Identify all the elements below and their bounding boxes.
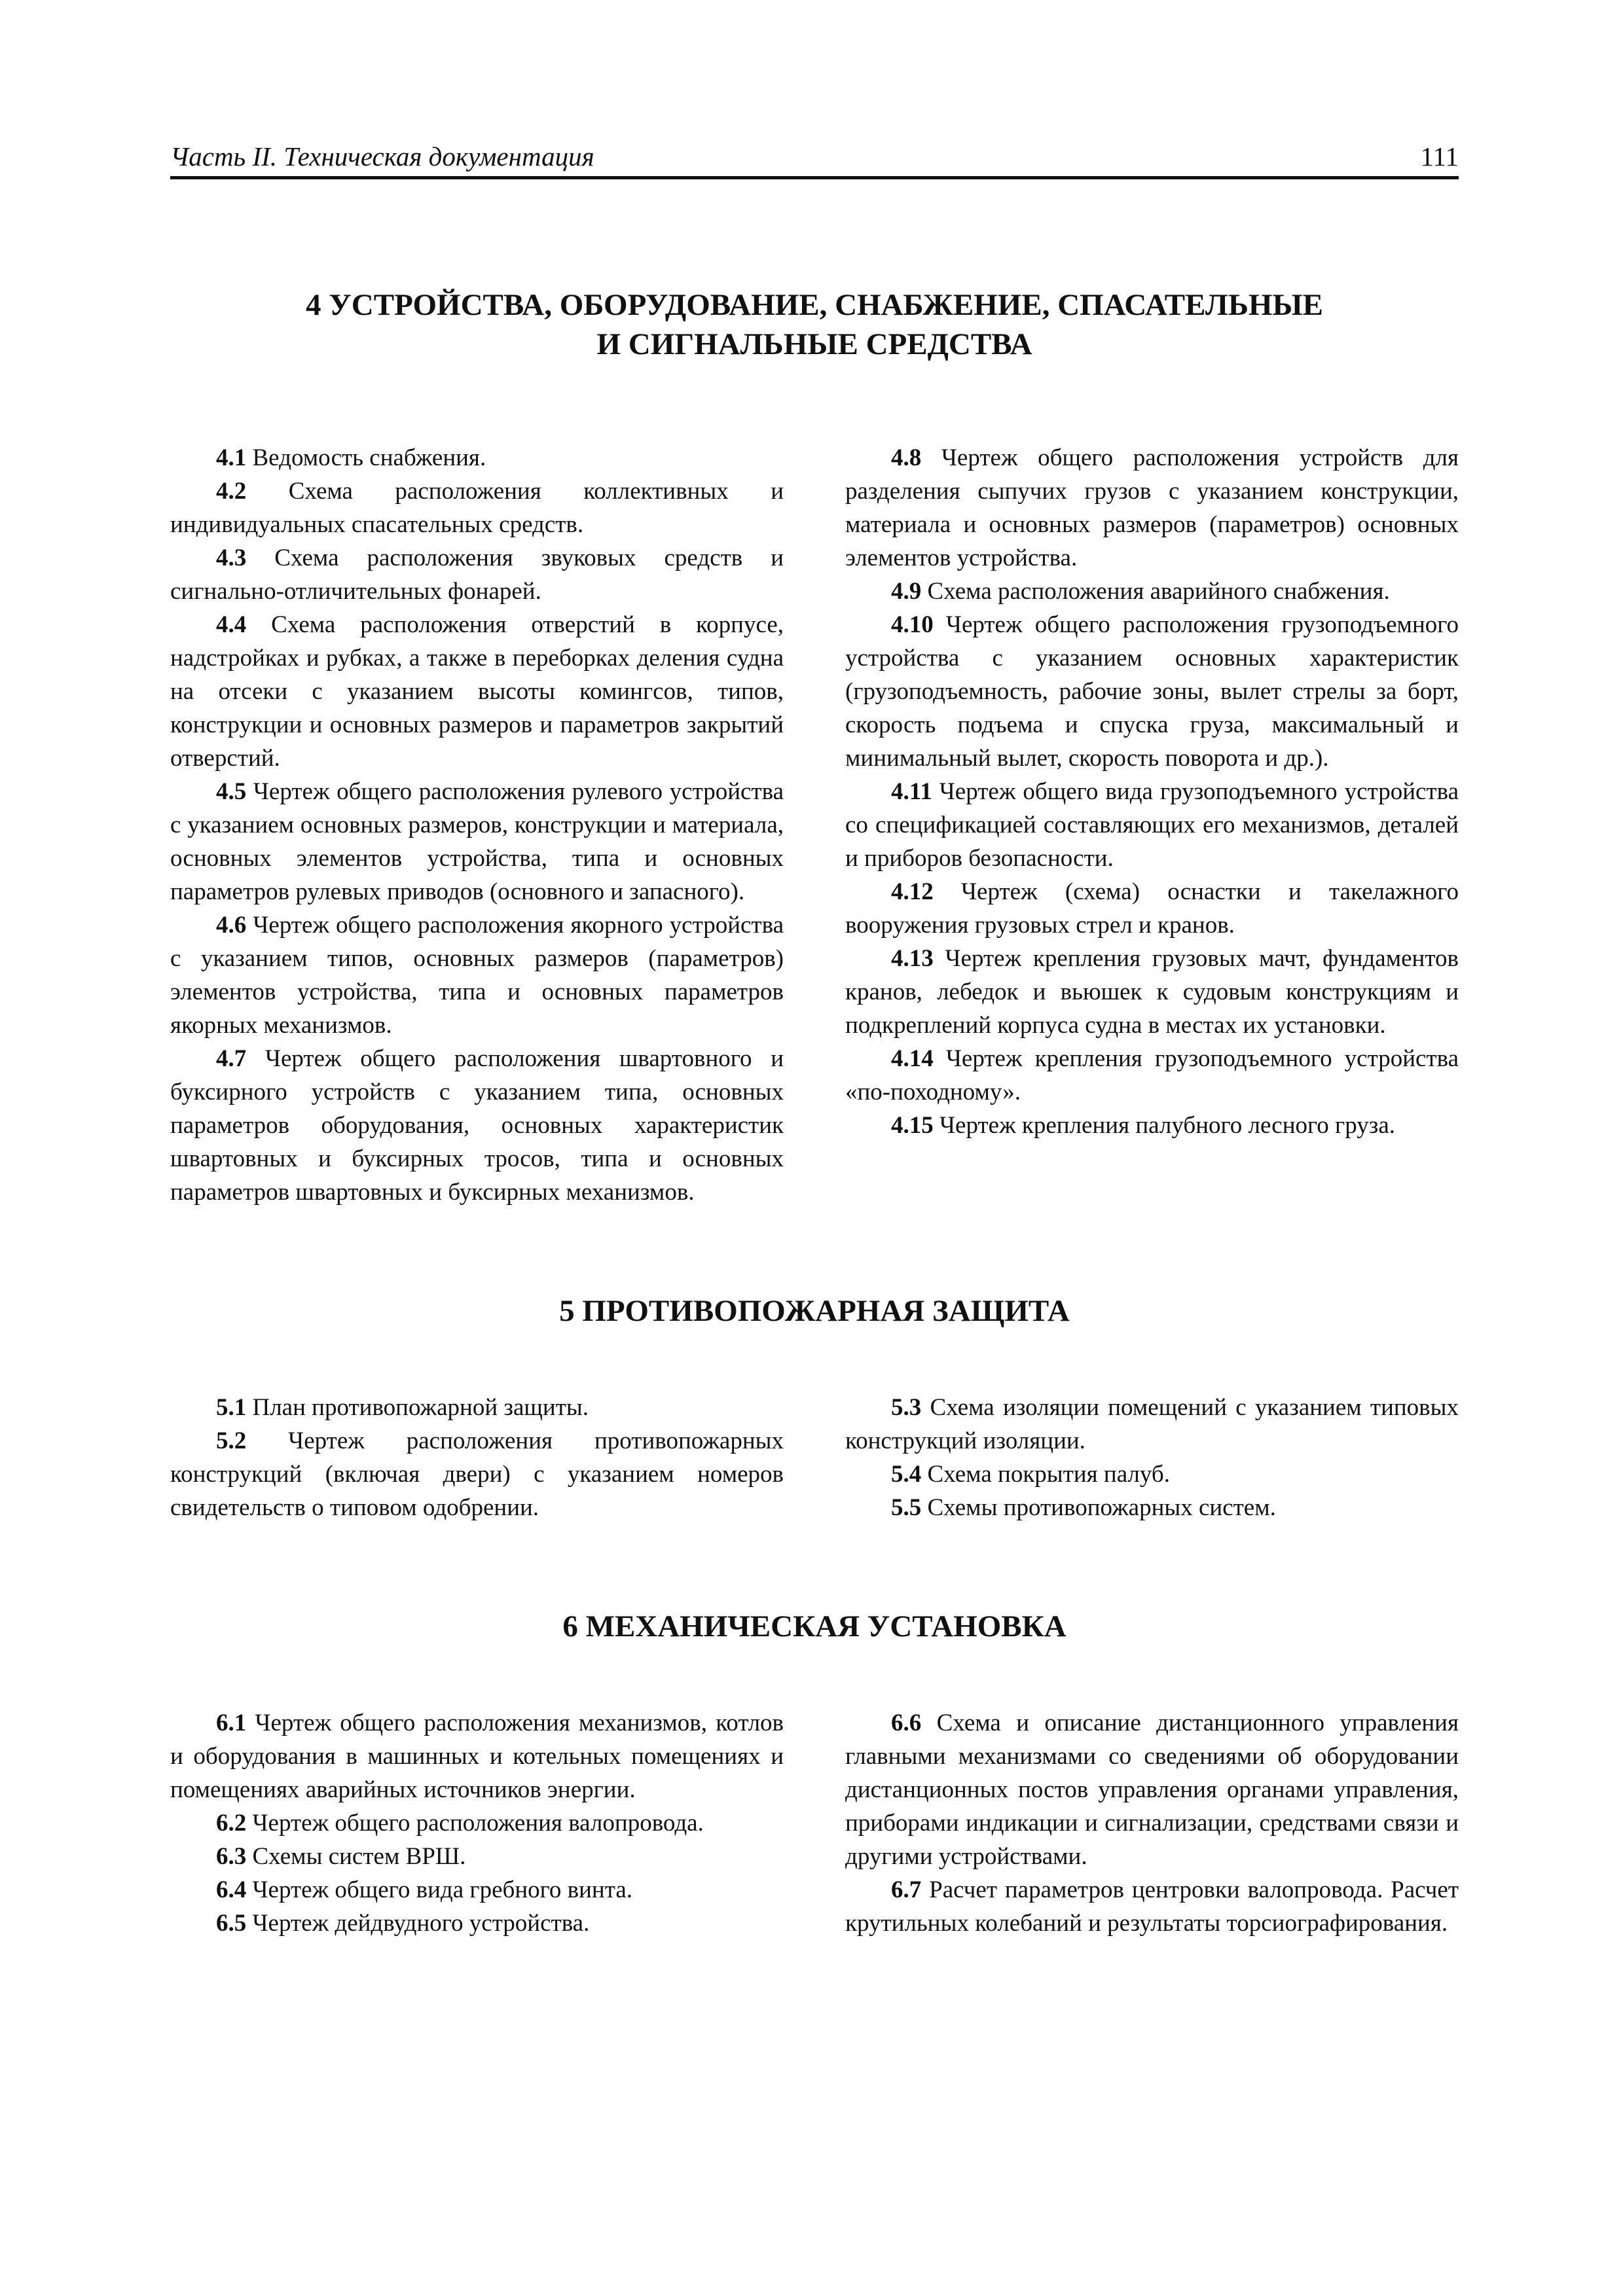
item-text: Чертеж общего вида гребного винта. (252, 1876, 632, 1903)
list-item-5-1 (170, 1391, 784, 1424)
item-number: 4.1 (216, 444, 247, 471)
list-item-4-5 (170, 775, 784, 908)
item-text: Схема покрытия палуб. (927, 1461, 1170, 1488)
item-text: Чертеж общего расположения грузоподъемного устройства с указанием основных характеристик (грузоподъемность, рабочие зоны, вылет стрелы за борт, скорость подъема и спуска груза, максимальный и минимальный вылет, скорость поворота и др.). (845, 611, 1459, 772)
item-text: Чертеж общего расположения валопровода. (252, 1810, 704, 1837)
list-item-4-14 (845, 1042, 1459, 1109)
item-text: Схема и описание дистанционного управления главными механизмами со сведениями об оборудовании дистанционных постов управления органами управления, приборами индикации и сигнализации, средствами связи и другими устройствами. (845, 1710, 1459, 1870)
item-number: 6.7 (891, 1876, 922, 1903)
item-text: Схема расположения аварийного снабжения. (927, 578, 1390, 605)
list-item-4-7 (170, 1042, 784, 1209)
running-header (170, 141, 1459, 179)
list-item-4-9 (845, 575, 1459, 608)
item-number: 4.13 (891, 945, 934, 972)
item-text: Схема изоляции помещений с указанием типовых конструкций изоляции. (845, 1394, 1459, 1454)
item-number: 6.1 (216, 1710, 247, 1736)
document-page (170, 141, 1459, 1940)
item-number: 4.12 (891, 878, 934, 905)
list-item-6-4 (170, 1873, 784, 1907)
list-item-4-2 (170, 475, 784, 541)
list-item-5-2 (170, 1424, 784, 1524)
item-text: Чертеж крепления грузоподъемного устройства «по-походному». (845, 1045, 1459, 1105)
item-number: 6.6 (891, 1710, 922, 1736)
section-6-body (170, 1706, 1459, 1940)
item-text: План противопожарной защиты. (252, 1394, 589, 1421)
list-item-4-11 (845, 775, 1459, 875)
page-number: 111 (1420, 141, 1459, 171)
item-number: 4.5 (216, 778, 247, 805)
item-number: 6.2 (216, 1810, 247, 1837)
item-text: Схема расположения отверстий в корпусе, надстройках и рубках, а также в переборках деления судна на отсеки с указанием высоты комингсов, типов, конструкции и основных размеров и параметров закрытий отверстий. (170, 611, 784, 772)
list-item-4-13 (845, 942, 1459, 1042)
list-item-6-6 (845, 1706, 1459, 1873)
section-4-left-column (170, 441, 784, 1209)
item-text: Чертеж общего расположения механизмов, котлов и оборудования в машинных и котельных помещениях и помещениях аварийных источников энергии. (170, 1710, 784, 1803)
item-text: Схема расположения звуковых средств и сигнально-отличительных фонарей. (170, 545, 784, 605)
section-5-title-line-1: 5 ПРОТИВОПОЖАРНАЯ ЗАЩИТА (559, 1294, 1070, 1328)
section-6-left-column (170, 1706, 784, 1940)
list-item-6-7 (845, 1873, 1459, 1940)
section-4-body (170, 441, 1459, 1209)
section-4-title-line-2: И СИГНАЛЬНЫЕ СРЕДСТВА (596, 327, 1032, 361)
item-text: Чертеж дейдвудного устройства. (252, 1910, 590, 1937)
item-text: Чертеж общего расположения швартовного и буксирного устройств с указанием типа, основных параметров оборудования, основных характеристик швартовных и буксирных тросов, типа и основных параметров швартовных и буксирных механизмов. (170, 1045, 784, 1206)
item-number: 5.5 (891, 1494, 922, 1521)
list-item-4-6 (170, 908, 784, 1042)
list-item-4-10 (845, 608, 1459, 775)
item-number: 6.5 (216, 1910, 247, 1937)
list-item-5-3 (845, 1391, 1459, 1458)
section-5-title (170, 1291, 1459, 1331)
section-4-title-line-1: 4 УСТРОЙСТВА, ОБОРУДОВАНИЕ, СНАБЖЕНИЕ, СПАСАТЕЛЬНЫЕ (306, 288, 1323, 322)
item-number: 6.4 (216, 1876, 247, 1903)
item-text: Чертеж крепления палубного лесного груза. (939, 1112, 1396, 1139)
item-number: 4.15 (891, 1112, 934, 1139)
running-header-title: Часть II. Техническая документация (170, 141, 594, 171)
list-item-4-12 (845, 875, 1459, 942)
list-item-5-4 (845, 1458, 1459, 1491)
list-item-6-2 (170, 1806, 784, 1840)
item-text: Чертеж общего расположения якорного устройства с указанием типов, основных размеров (параметров) элементов устройства, типа и основных параметров якорных механизмов. (170, 912, 784, 1039)
list-item-4-15 (845, 1109, 1459, 1142)
list-item-6-3 (170, 1840, 784, 1873)
list-item-6-5 (170, 1907, 784, 1940)
item-text: Чертеж общего расположения устройств для разделения сыпучих грузов с указанием конструкции, материала и основных размеров (параметров) основных элементов устройства. (845, 444, 1459, 571)
item-number: 4.11 (891, 778, 932, 805)
list-item-4-4 (170, 608, 784, 775)
section-5-left-column (170, 1391, 784, 1524)
item-number: 4.14 (891, 1045, 934, 1072)
section-4-title (170, 285, 1459, 364)
list-item-6-1 (170, 1706, 784, 1806)
section-4-right-column (845, 441, 1459, 1209)
item-text: Схема расположения коллективных и индивидуальных спасательных средств. (170, 478, 784, 538)
section-6-title (170, 1607, 1459, 1646)
item-number: 5.4 (891, 1461, 922, 1488)
list-item-4-8 (845, 441, 1459, 575)
list-item-4-1 (170, 441, 784, 475)
item-number: 4.3 (216, 545, 247, 571)
item-number: 4.9 (891, 578, 922, 605)
item-number: 6.3 (216, 1843, 247, 1870)
item-number: 4.7 (216, 1045, 247, 1072)
item-text: Чертеж общего вида грузоподъемного устройства со спецификацией составляющих его механизмов, деталей и приборов безопасности. (845, 778, 1459, 872)
item-text: Чертеж расположения противопожарных конструкций (включая двери) с указанием номеров свидетельств о типовом одобрении. (170, 1427, 784, 1521)
item-text: Расчет параметров центровки валопровода. Расчет крутильных колебаний и результаты торсиографирования. (845, 1876, 1459, 1937)
item-number: 4.10 (891, 611, 934, 638)
item-number: 4.8 (891, 444, 922, 471)
item-number: 4.6 (216, 912, 247, 939)
item-text: Ведомость снабжения. (252, 444, 486, 471)
section-6-title-line-1: 6 МЕХАНИЧЕСКАЯ УСТАНОВКА (562, 1609, 1067, 1643)
item-number: 4.4 (216, 611, 247, 638)
section-6-right-column (845, 1706, 1459, 1940)
list-item-4-3 (170, 541, 784, 608)
item-text: Чертеж (схема) оснастки и такелажного вооружения грузовых стрел и кранов. (845, 878, 1459, 939)
item-number: 5.2 (216, 1427, 247, 1454)
item-text: Чертеж общего расположения рулевого устройства с указанием основных размеров, конструкции и материала, основных элементов устройства, типа и основных параметров рулевых приводов (основного и запасного). (170, 778, 784, 905)
list-item-5-5 (845, 1491, 1459, 1524)
section-5-right-column (845, 1391, 1459, 1524)
item-number: 4.2 (216, 478, 247, 505)
item-text: Схемы противопожарных систем. (927, 1494, 1276, 1521)
item-text: Схемы систем ВРШ. (252, 1843, 466, 1870)
item-number: 5.3 (891, 1394, 922, 1421)
item-number: 5.1 (216, 1394, 247, 1421)
item-text: Чертеж крепления грузовых мачт, фундаментов кранов, лебедок и вьюшек к судовым конструкциям и подкреплений корпуса судна в местах их установки. (845, 945, 1459, 1039)
section-5-body (170, 1391, 1459, 1524)
